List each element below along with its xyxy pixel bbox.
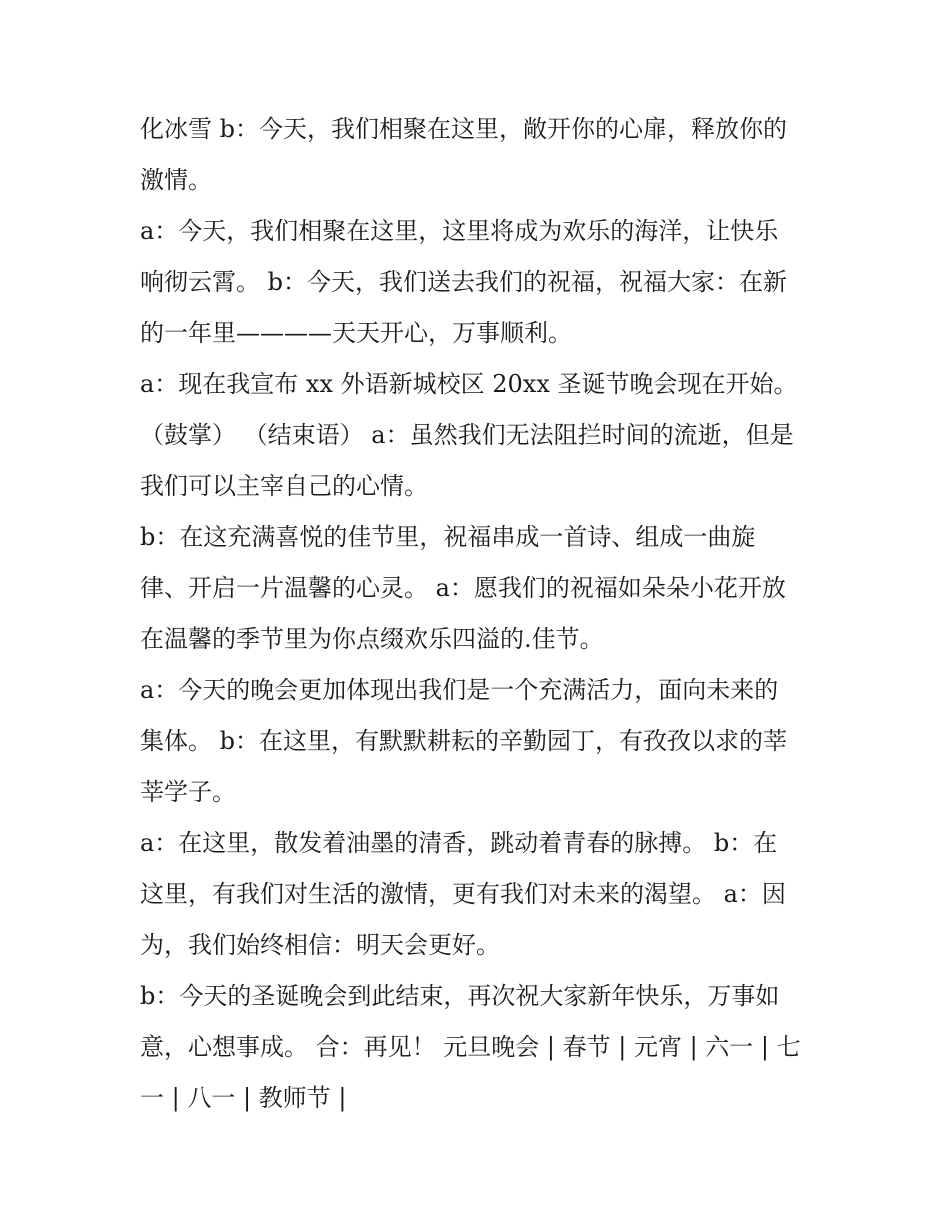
- text-line: a：今天的晚会更加体现出我们是一个充满活力，面向未来的: [140, 676, 779, 704]
- text-line: 激情。: [140, 166, 212, 194]
- text-line: 集体。 b：在这里，有默默耕耘的辛勤园丁，有孜孜以求的莘: [140, 727, 787, 755]
- text-line: b：在这充满喜悦的佳节里，祝福串成一首诗、组成一曲旋: [140, 523, 756, 551]
- text-line: a：今天，我们相聚在这里，这里将成为欢乐的海洋，让快乐: [140, 217, 779, 245]
- text-line: b：今天的圣诞晚会到此结束，再次祝大家新年快乐，万事如: [140, 982, 780, 1010]
- text-line: 响彻云霄。 b：今天，我们送去我们的祝福，祝福大家：在新: [140, 268, 787, 296]
- text-line: a：现在我宣布 xx 外语新城校区 20xx 圣诞节晚会现在开始。: [140, 370, 798, 398]
- document-body-text: [140, 107, 820, 1127]
- text-line: 在温馨的季节里为你点缀欢乐四溢的.佳节。: [140, 625, 604, 653]
- text-line: 这里，有我们对生活的激情，更有我们对未来的渴望。 a：因: [140, 880, 786, 908]
- text-line: 化冰雪 b：今天，我们相聚在这里，敞开你的心扉，释放你的: [140, 115, 787, 143]
- text-line: 莘学子。: [140, 778, 236, 806]
- text-line: 意，心想事成。 合：再见！ 元旦晚会 | 春节 | 元宵 | 六一 | 七: [140, 1033, 801, 1061]
- text-line: a：在这里，散发着油墨的清香，跳动着青春的脉搏。 b：在: [140, 829, 778, 857]
- text-line: 律、开启一片温馨的心灵。 a：愿我们的祝福如朵朵小花开放: [140, 574, 786, 602]
- text-line: （鼓掌） （结束语） a：虽然我们无法阻拦时间的流逝，但是: [140, 421, 794, 449]
- text-line: 我们可以主宰自己的心情。: [140, 472, 428, 500]
- text-line: 为，我们始终相信：明天会更好。: [140, 931, 500, 959]
- text-line: 一 | 八一 | 教师节 |: [140, 1084, 347, 1112]
- text-line: 的一年里————天天开心，万事顺利。: [140, 319, 572, 347]
